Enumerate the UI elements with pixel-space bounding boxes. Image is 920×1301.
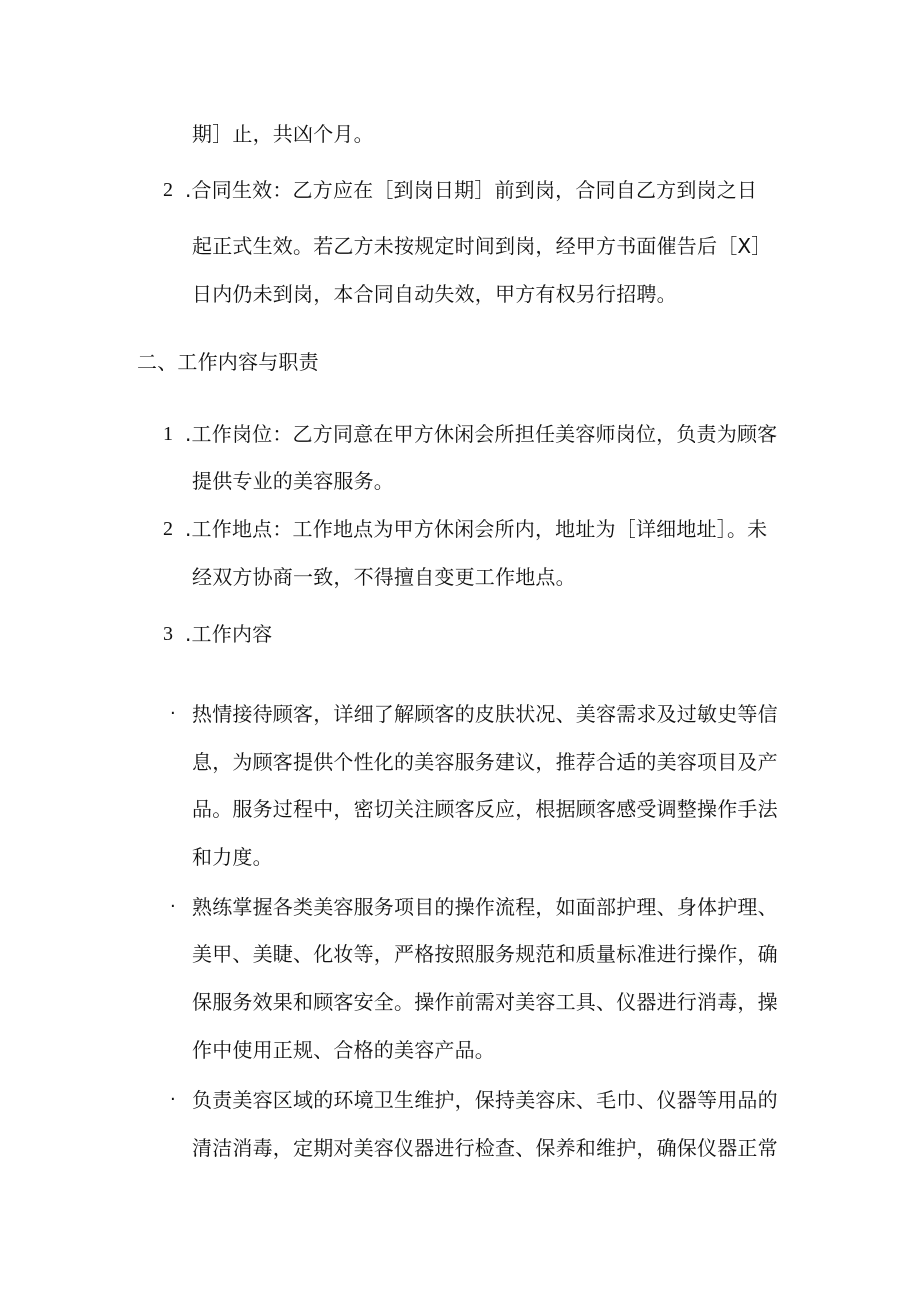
item-number: 3 [163,623,173,645]
section-heading: 二、工作内容与职责 [137,350,319,374]
bullet-dot: · [170,1089,176,1110]
contract-effect-line-2: 起正式生效。若乙方未按规定时间到岗，经甲方书面催告后［X］ [192,234,772,258]
job-position-line-1: .工作岗位：乙方同意在甲方休闲会所担任美容师岗位，负责为顾客 [185,422,778,446]
item-number: 1 [163,423,173,445]
item-number: 2 [163,518,173,540]
bullet-2-line-2: 美甲、美睫、化妆等，严格按照服务规范和质量标准进行操作，确 [192,942,778,966]
continuation-line: 期］止，共凶个月。 [192,122,374,146]
work-location-line-2: 经双方协商一致，不得擅自变更工作地点。 [192,565,576,589]
bullet-3-line-2: 清洁消毒，定期对美容仪器进行检查、保养和维护，确保仪器正常 [192,1136,778,1160]
contract-effect-line-1: .合同生效：乙方应在［到岗日期］前到岗，合同自乙方到岗之日 [185,178,758,202]
bullet-1-line-4: 和力度。 [192,845,273,869]
bullet-1-line-2: 息，为顾客提供个性化的美容服务建议，推荐合适的美容项目及产 [192,750,778,774]
bullet-dot: · [170,896,176,917]
work-content-label: .工作内容 [185,622,273,646]
bullet-3-line-1: 负责美容区域的环境卫生维护，保持美容床、毛巾、仪器等用品的 [192,1088,778,1112]
bullet-2-line-3: 保服务效果和顾客安全。操作前需对美容工具、仪器进行消毒，操 [192,990,778,1014]
item-number: 2 [163,179,173,201]
bullet-1-line-3: 品。服务过程中，密切关注顾客反应，根据顾客感受调整操作手法 [192,797,778,821]
bullet-dot: · [170,703,176,724]
work-location-line-1: .工作地点：工作地点为甲方休闲会所内，地址为［详细地址］。未 [185,517,768,541]
bullet-2-line-1: 熟练掌握各类美容服务项目的操作流程，如面部护理、身体护理、 [192,895,778,919]
bullet-1-line-1: 热情接待顾客，详细了解顾客的皮肤状况、美容需求及过敏史等信 [192,702,778,726]
bullet-2-line-4: 作中使用正规、合格的美容产品。 [192,1038,495,1062]
contract-effect-line-3: 日内仍未到岗，本合同自动失效，甲方有权另行招聘。 [192,282,677,306]
job-position-line-2: 提供专业的美容服务。 [192,469,394,493]
